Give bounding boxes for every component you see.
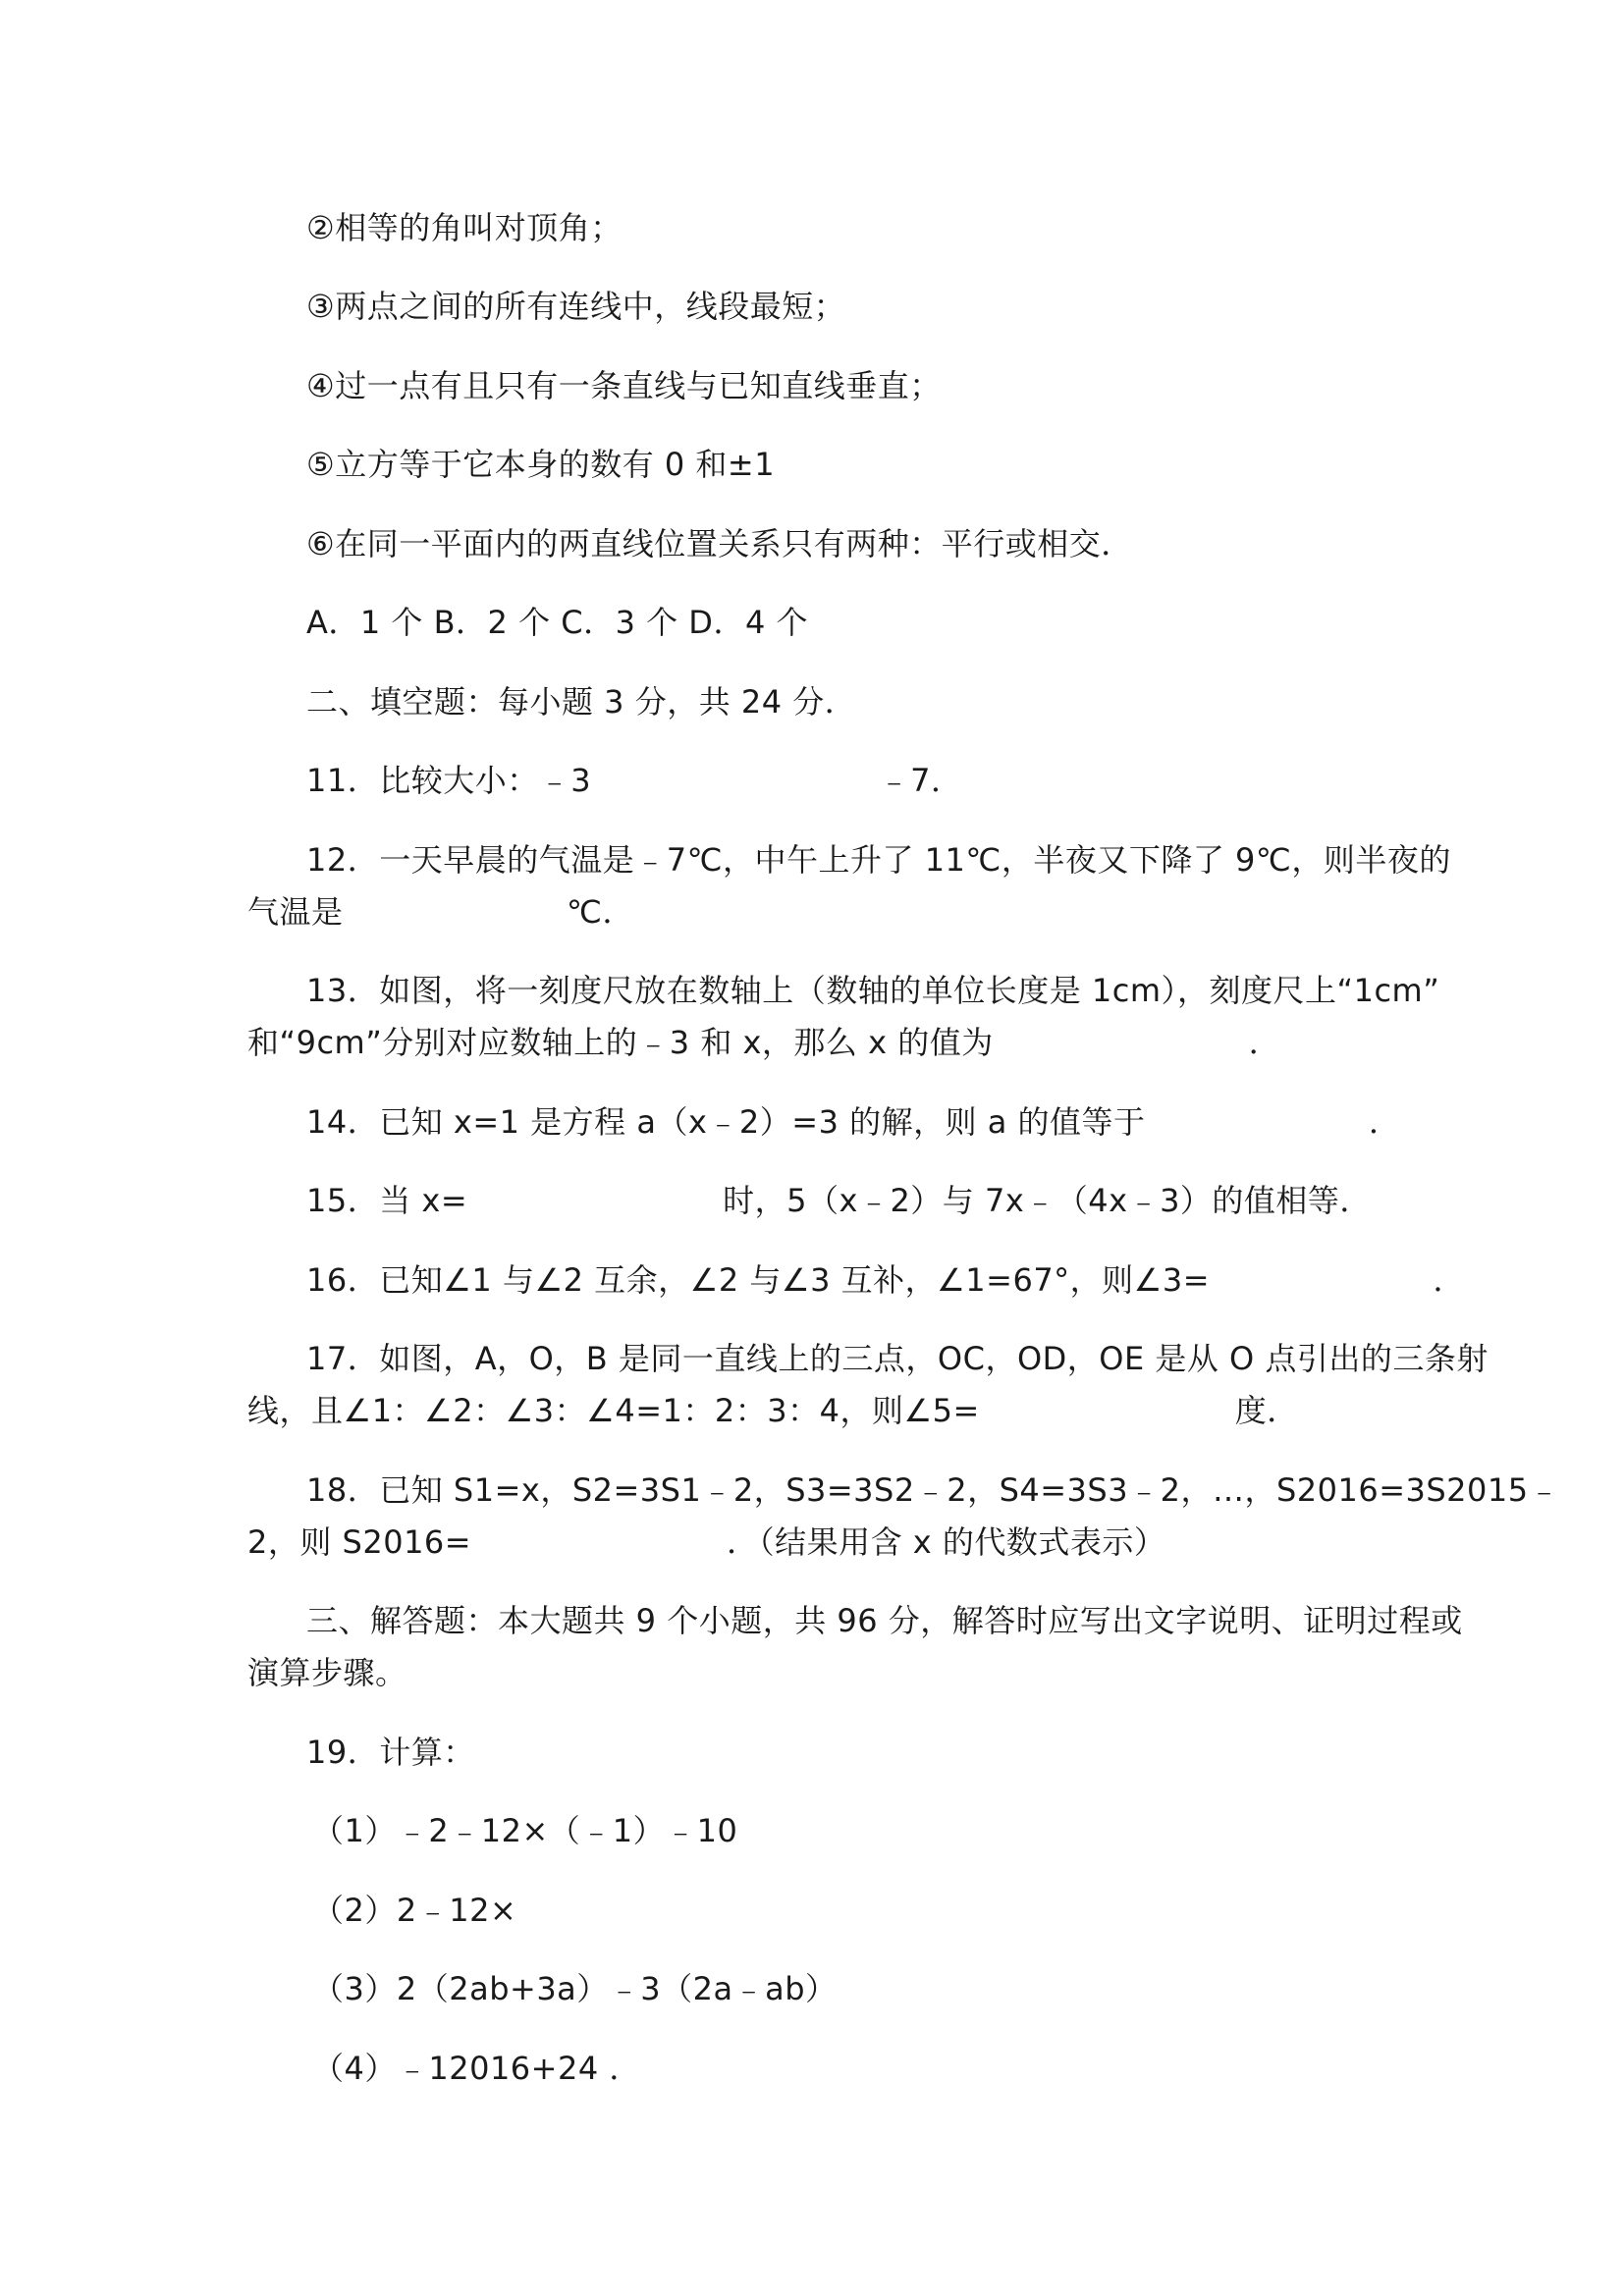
question-19-part-2: （2）2﹣12×	[312, 1892, 517, 1929]
question-17-line-1: 17．如图，A，O，B 是同一直线上的三点，OC，OD，OE 是从 O 点引出的三条射	[306, 1340, 1489, 1377]
question-19-part-3: （3）2（2ab+3a）﹣3（2a﹣ab）	[312, 1970, 838, 2007]
question-13-line-2: 和“9cm”分别对应数轴上的﹣3 和 x，那么 x 的值为 ．	[247, 1024, 1281, 1061]
question-15: 15．当 x= 时，5（x﹣2）与 7x﹣（4x﹣3）的值相等．	[306, 1182, 1372, 1219]
answer-options: A．1 个 B．2 个 C．3 个 D．4 个	[306, 604, 808, 641]
question-11: 11．比较大小：﹣3 ﹣7．	[306, 762, 963, 799]
question-14: 14．已知 x=1 是方程 a（x﹣2）=3 的解，则 a 的值等于 ．	[306, 1103, 1401, 1141]
statement-3: ③两点之间的所有连线中，线段最短；	[306, 288, 846, 325]
question-19-part-1: （1）﹣2﹣12×（﹣1）﹣10	[312, 1812, 738, 1849]
question-17-line-2: 线，且∠1：∠2：∠3：∠4=1：2：3：4，则∠5= 度．	[247, 1392, 1299, 1429]
section-3-heading-line-2: 演算步骤。	[247, 1654, 407, 1691]
question-16: 16．已知∠1 与∠2 互余，∠2 与∠3 互补，∠1=67°，则∠3= ．	[306, 1261, 1466, 1299]
question-18-line-1: 18．已知 S1=x，S2=3S1﹣2，S3=3S2﹣2，S4=3S3﹣2，…，S2016=3S2015﹣	[306, 1471, 1561, 1509]
question-12-line-1: 12．一天早晨的气温是﹣7℃，中午上升了 11℃，半夜又下降了 9℃，则半夜的	[306, 841, 1451, 879]
statement-5: ⑤立方等于它本身的数有 0 和±1	[306, 446, 776, 483]
statement-4: ④过一点有且只有一条直线与已知直线垂直；	[306, 367, 942, 404]
question-18-line-2: 2，则 S2016= ．（结果用含 x 的代数式表示）	[247, 1523, 1166, 1561]
section-2-heading: 二、填空题：每小题 3 分，共 24 分．	[306, 683, 857, 721]
statement-2: ②相等的角叫对顶角；	[306, 209, 623, 246]
question-12-line-2: 气温是 ℃．	[247, 893, 634, 931]
statement-6: ⑥在同一平面内的两直线位置关系只有两种：平行或相交．	[306, 525, 1133, 562]
section-3-heading-line-1: 三、解答题：本大题共 9 个小题，共 96 分，解答时应写出文字说明、证明过程或	[306, 1602, 1463, 1639]
question-19-part-4: （4）﹣12016+24 ．	[312, 2050, 641, 2087]
question-13-line-1: 13．如图，将一刻度尺放在数轴上（数轴的单位长度是 1cm），刻度尺上“1cm”	[306, 972, 1440, 1009]
question-19: 19．计算：	[306, 1734, 475, 1771]
